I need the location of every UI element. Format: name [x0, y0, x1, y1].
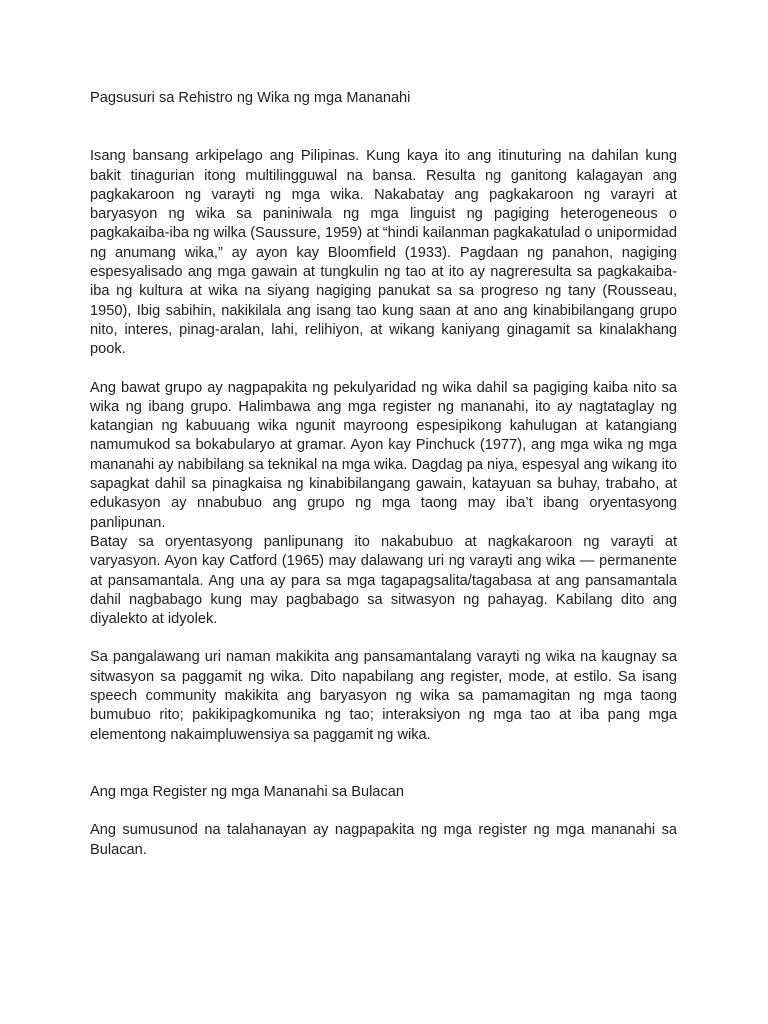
spacer	[90, 745, 677, 783]
spacer	[90, 108, 677, 147]
paragraph-intro: Isang bansang arkipelago ang Pilipinas. Kung kaya ito ang itinuturing na dahilan kung bakit tinagurian itong multilingguwal na bansa. Resulta ng ganitong kalagayan ang pagkakaroon ng varayti ng mga wika. Nakabatay ang pagkakaroon ng varayri at baryasyon ng wika sa paniniwala ng mga linguist ng pagiging heterogeneous o pagkakaiba-iba ng wilka (Saussure, 1959) at “hindi kailanman pagkakatulad o unipormidad ng anumang wika,” ay ayon kay Bloomfield (1933). Pagdaan ng panahon, nagiging espesyalisado ang mga gawain at tungkulin ng tao at ito ay nagreresulta sa pagkakaiba-iba ng kultura at wika na siyang nagiging panukat sa sa progreso ng tany (Rousseau, 1950), Ibig sabihin, nakikilala ang isang tao kung saan at ano ang kinabibilangang grupo nito, interes, pinag-aralan, lahi, relihiyon, at wikang kaniyang ginagamit sa kinalakhang pook.	[90, 148, 677, 358]
section-paragraph: Ang sumusunod na talahanayan ay nagpapakita ng mga register ng mga mananahi sa Bulacan.	[90, 822, 677, 858]
paragraph-catford-variety: Batay sa oryentasyong panlipunang ito nakabubuo at nagkakaroon ng varayti at varyasyon. Ayon kay Catford (1965) may dalawang uri ng varayti ang wika — permanente at pansamantala. Ang una ay para sa mga tagapagsalita/tagabasa at ang pansamantala dahil nagbabago kung may pagbabago sa sitwasyon ng pahayag. Kabilang dito ang diyalekto at idyolek.	[90, 533, 677, 628]
spacer	[90, 629, 677, 648]
document-body	[90, 89, 677, 860]
spacer	[90, 360, 677, 379]
section-heading: Ang mga Register ng mga Mananahi sa Bulacan	[90, 783, 404, 800]
spacer	[90, 802, 677, 821]
document-title: Pagsusuri sa Rehistro ng Wika ng mga Mananahi	[90, 90, 411, 106]
paragraph-temporary-variety: Sa pangalawang uri naman makikita ang pansamantalang varayti ng wika na kaugnay sa sitwasyon sa paggamit ng wika. Dito napabilang ang register, mode, at estilo. Sa isang speech community makikita ang baryasyon ng wika sa pamamagitan ng mga taong bumubuo rito; pakikipagkomunika ng tao; interaksiyon ng mga tao at iba pang mga elementong nakaimpluwensiya sa paggamit ng wika.	[90, 649, 677, 743]
paragraph-group-peculiarity: Ang bawat grupo ay nagpapakita ng pekulyaridad ng wika dahil sa pagiging kaiba nito sa wika ng ibang grupo. Halimbawa ang mga register ng mananahi, ito ay nagtataglay ng katangian ng kabuuang wika ngunit mayroong espesipikong kahulugan at katangiang namumukod sa bokabularyo at gramar. Ayon kay Pinchuck (1977), ang mga wika ng mga mananahi ay nabibilang sa teknikal na mga wika. Dagdag pa niya, espesyal ang wikang ito sapagkat dahil sa pinagkaisa ng kinabibilangang gawain, katayuan sa buhay, trabaho, at edukasyon ay nnabubuo ang grupo ng mga taong may iba’t ibang oryentasyong panlipunan.	[90, 379, 677, 531]
